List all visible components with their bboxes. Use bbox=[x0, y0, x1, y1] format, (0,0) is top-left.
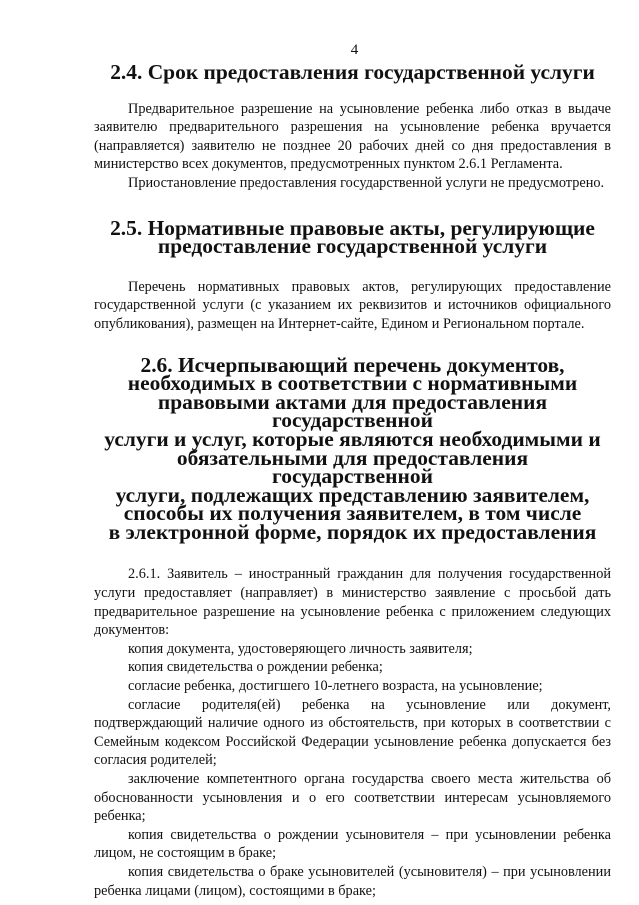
section-heading-2-4 bbox=[94, 60, 611, 84]
document-list-item: копия свидетельства о рождении усыновителя – при усыновлении ребенка лицом, не состоящим в браке; bbox=[94, 826, 611, 862]
section-heading-2-6-line: в электронной форме, порядок их предоставления bbox=[108, 519, 597, 544]
paragraph-2-4-1: Предварительное разрешение на усыновление ребенка либо отказ в выдаче заявителю предварительного разрешения на усыновление ребенка вручается (направляется) заявителю не позднее 20 рабочих дней со дня предоставления в министерство всех документов, предусмотренных пунктом 2.6.1 Регламента. bbox=[94, 100, 611, 173]
document-list-item: согласие родителя(ей) ребенка на усыновление или документ, подтверждающий наличие одного из обстоятельств, при которых в соответствии с Семейным кодексом Российской Федерации усыновление ребенка допускается без согласия родителей; bbox=[94, 696, 611, 769]
section-heading-2-4-line: 2.4. Срок предоставления государственной услуги bbox=[110, 60, 595, 84]
paragraph-2-5-1: Перечень нормативных правовых актов, регулирующих предоставление государственной услуги (с указанием их реквизитов и источников официального опубликования), размещен на Интернет-сайте, Едином и Региональном портале. bbox=[94, 278, 611, 332]
paragraph-2-4-2: Приостановление предоставления государственной услуги не предусмотрено. bbox=[128, 174, 605, 191]
page-number: 4 bbox=[350, 42, 359, 58]
section-heading-2-6-line: обязательными для предоставления государственной bbox=[176, 445, 529, 489]
section-heading-2-5-line: предоставление государственной услуги bbox=[157, 234, 548, 259]
section-heading-2-5 bbox=[94, 215, 611, 259]
section-heading-2-6-line: правовыми актами для предоставления государственной bbox=[157, 389, 548, 433]
document-list-item: копия свидетельства о рождении ребенка; bbox=[128, 659, 383, 676]
section-heading-2-6-line: услуги и услуг, которые являются необходимыми и bbox=[104, 426, 601, 451]
section-heading-2-6-line: способы их получения заявителем, в том числе bbox=[123, 501, 582, 526]
section-heading-2-6-line: необходимых в соответствии с нормативными bbox=[127, 371, 578, 396]
section-heading-2-5-line: 2.5. Нормативные правовые акты, регулирующие bbox=[110, 215, 595, 240]
document-list-item: копия свидетельства о браке усыновителей (усыновителя) – при усыновлении ребенка лицами (лицом), состоящими в браке; bbox=[94, 863, 611, 899]
section-heading-2-6-line: 2.6. Исчерпывающий перечень документов, bbox=[140, 352, 565, 377]
paragraph-2-6-1-intro: 2.6.1. Заявитель – иностранный гражданин для получения государственной услуги предоставляет (направляет) в министерство заявление с просьбой дать предварительное разрешение на усыновление ребенка с приложением следующих документов: bbox=[94, 566, 611, 639]
document-list-item: заключение компетентного органа государства своего места жительства об обоснованности усыновления и о его соответствии интересам усыновляемого ребенка; bbox=[94, 771, 611, 825]
document-list-item: согласие ребенка, достигшего 10-летнего возраста, на усыновление; bbox=[128, 678, 543, 695]
document-list-item: копия документа, удостоверяющего личность заявителя; bbox=[128, 640, 473, 657]
section-heading-2-6-line: услуги, подлежащих представлению заявителем, bbox=[115, 482, 590, 507]
section-heading-2-6 bbox=[94, 352, 611, 544]
